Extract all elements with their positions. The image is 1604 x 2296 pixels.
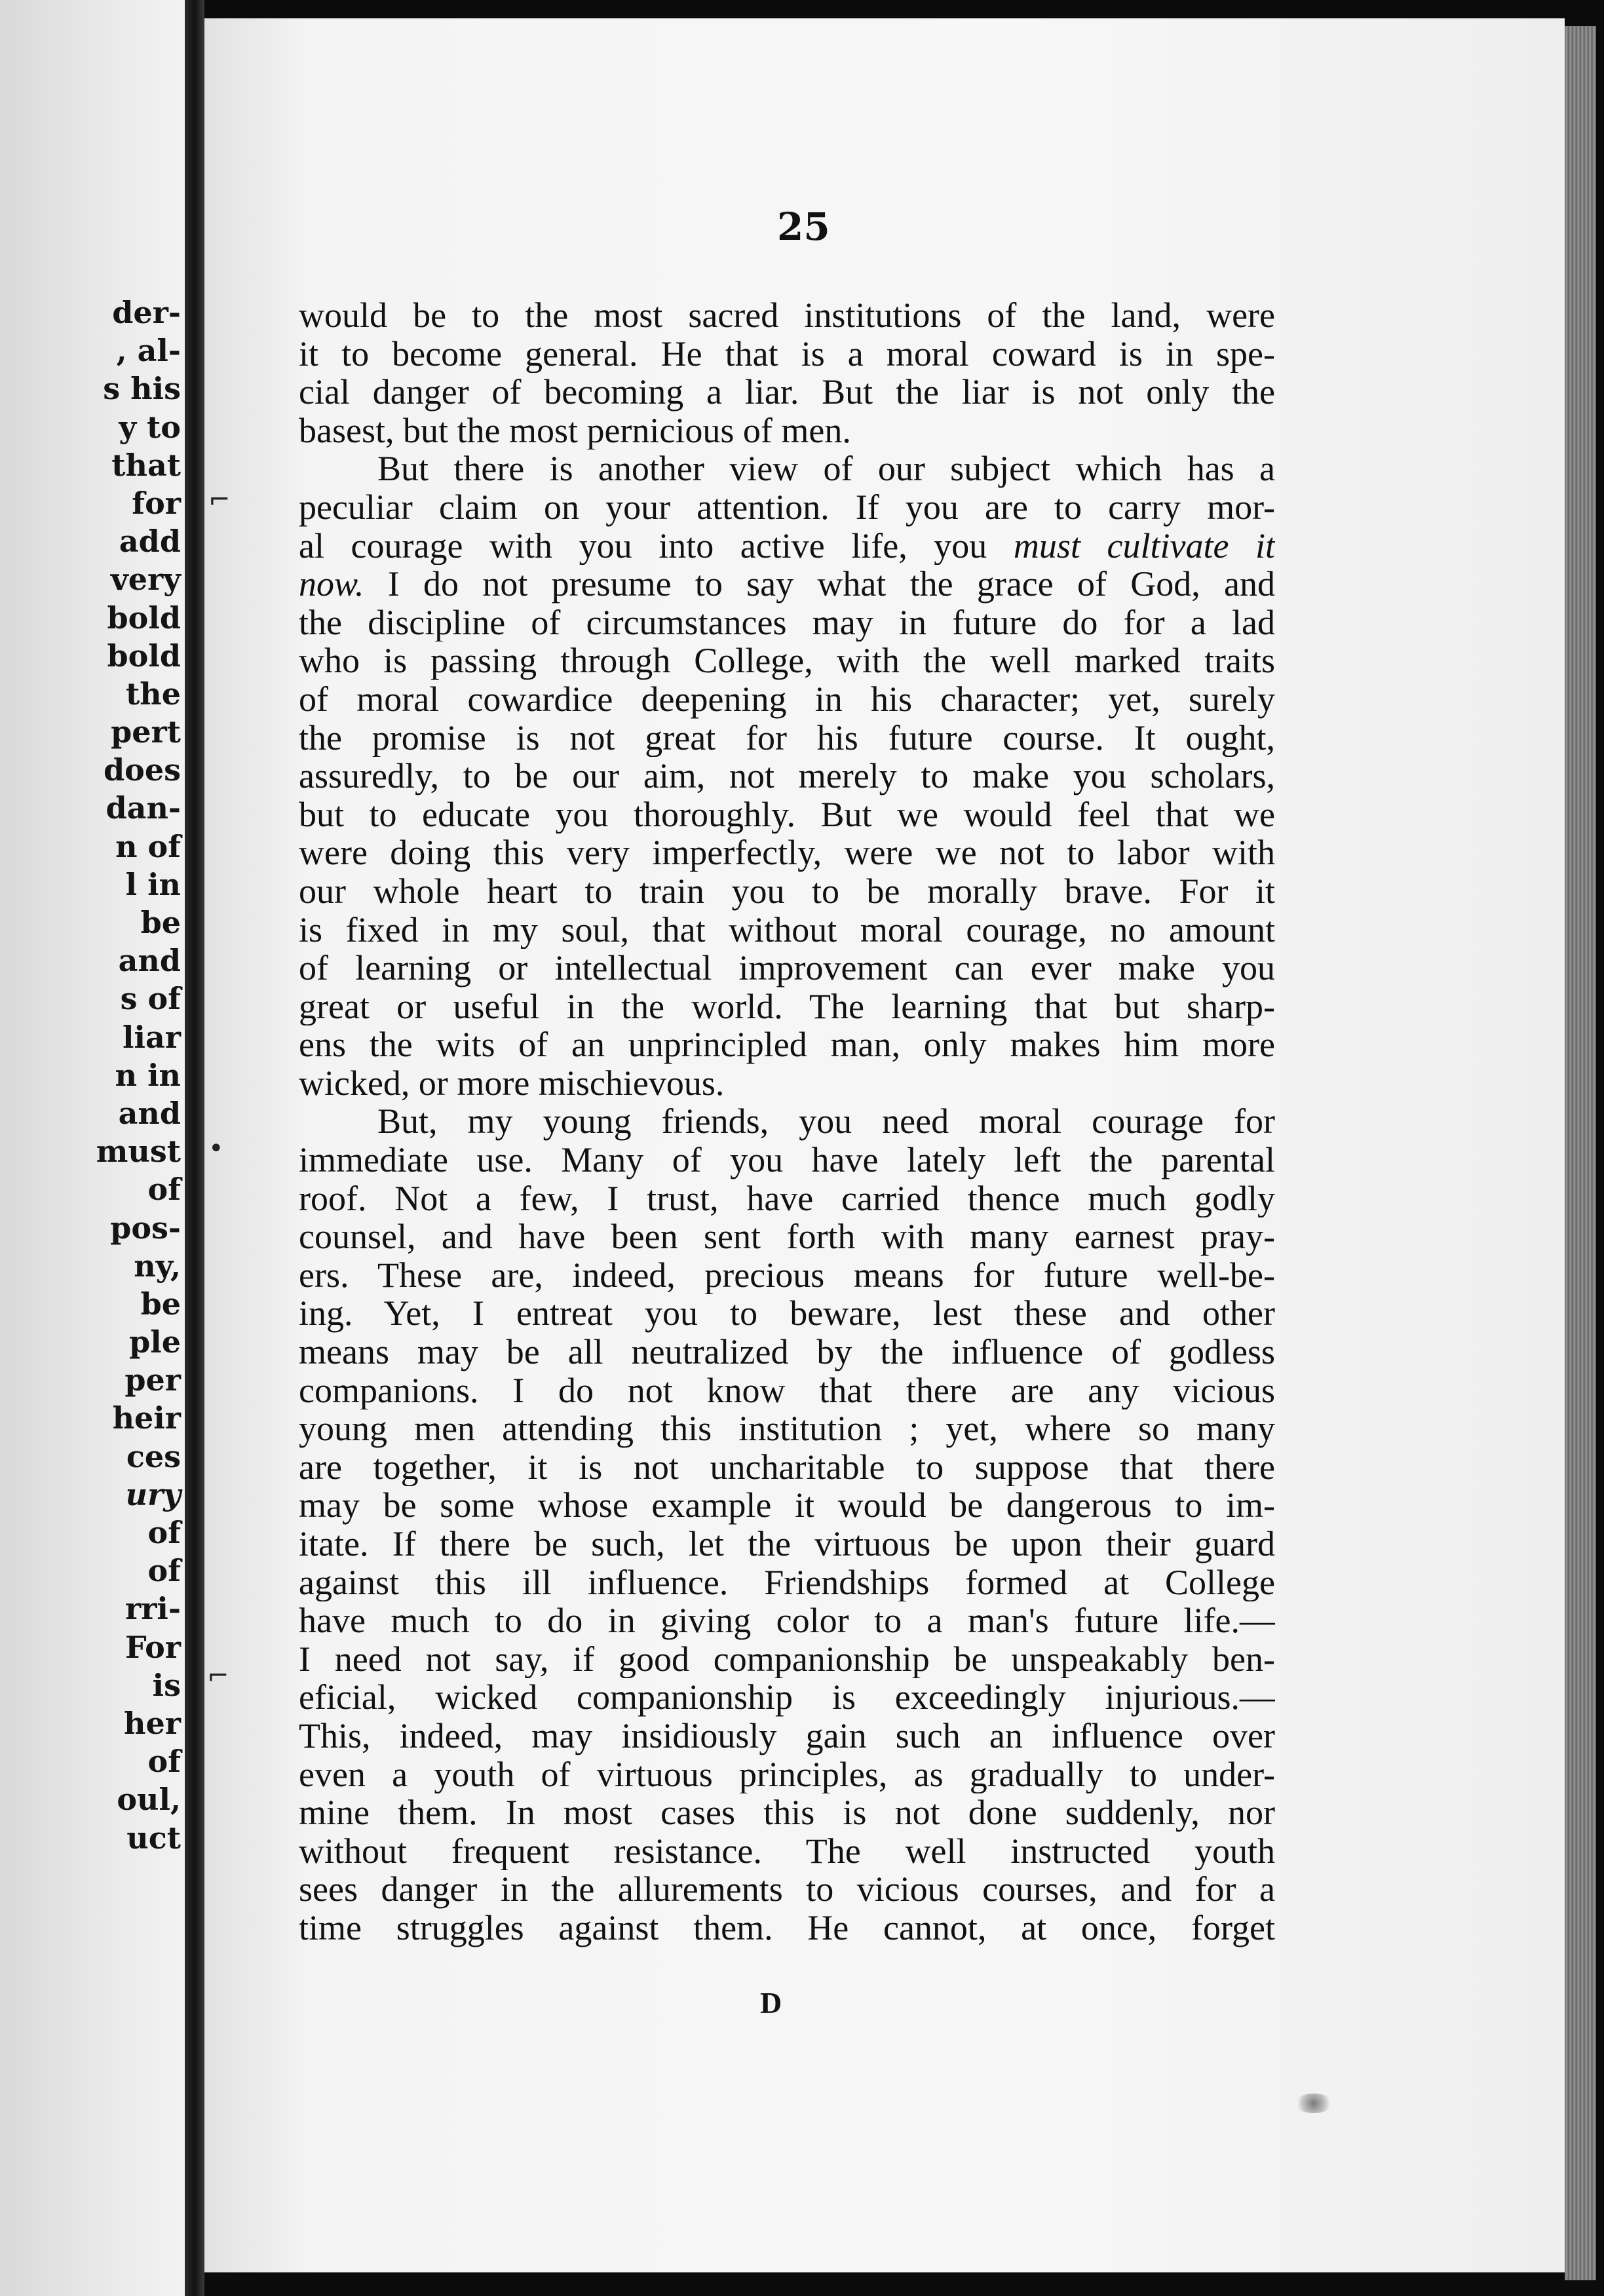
text-line: basest, but the most pernicious of men. [299, 411, 851, 450]
text-line: have much to do in giving color to a man's future life.— [299, 1601, 1275, 1640]
text-line [299, 527, 1275, 565]
text-line: But, my young friends, you need moral courage for [377, 1102, 1275, 1141]
previous-page-line: y to [119, 409, 181, 445]
text-line: means may be all neutralized by the influence of godless [299, 1333, 1275, 1371]
previous-page-line: , al- [116, 333, 181, 369]
text-line: ers. These are, indeed, precious means for future well-be- [299, 1255, 1275, 1295]
previous-page-line: add [119, 524, 181, 560]
text-line: counsel, and have been sent forth with many earnest pray- [299, 1217, 1275, 1256]
page-edge [1565, 26, 1596, 2280]
previous-page-line: bold [107, 638, 181, 674]
previous-page-line: the [126, 676, 181, 712]
previous-page-line: and [118, 943, 181, 979]
previous-page-line: oul, [117, 1782, 181, 1818]
text-line: great or useful in the world. The learning that but sharp- [299, 987, 1275, 1026]
text-line: without frequent resistance. The well instructed youth [299, 1831, 1275, 1871]
text-line: cial danger of becoming a liar. But the liar is not only the [299, 373, 1275, 411]
text-line: who is passing through College, with the well marked traits [299, 641, 1275, 680]
previous-page-text [10, 294, 181, 1857]
text-line: of learning or intellectual improvement can ever make you [299, 949, 1275, 987]
text-line: young men attending this institution ; yet, where so many [299, 1409, 1275, 1448]
text-line: itate. If there be such, let the virtuous be upon their guard [299, 1525, 1275, 1563]
text-line: ens the wits of an unprincipled man, only makes him more [299, 1025, 1275, 1064]
previous-page-line: rri- [124, 1591, 181, 1627]
text-line: ing. Yet, I entreat you to beware, lest these and other [299, 1294, 1275, 1333]
previous-page-line: ces [126, 1438, 181, 1474]
page-number: 25 [777, 204, 830, 249]
text-line: of moral cowardice deepening in his character; yet, surely [299, 679, 1275, 719]
text-line: peculiar claim on your attention. If you are to carry mor- [299, 488, 1275, 527]
text-line: are together, it is not uncharitable to suppose that there [299, 1447, 1275, 1487]
previous-page-line: s of [120, 981, 181, 1017]
text-line: But there is another view of our subject which has a [377, 450, 1275, 488]
previous-page-line: and [118, 1095, 181, 1131]
text-line: sees danger in the allurements to vicious courses, and for a [299, 1870, 1275, 1909]
emphasis: must cultivate it [1013, 526, 1275, 565]
previous-page-line: does [103, 752, 181, 788]
ink-smudge [1294, 2094, 1333, 2113]
previous-page-line: dan- [105, 790, 181, 826]
text-line: mine them. In most cases this is not done suddenly, nor [299, 1793, 1275, 1832]
text-line: the promise is not great for his future course. It ought, [299, 718, 1275, 757]
text-line: roof. Not a few, I trust, have carried thence much godly [299, 1179, 1275, 1218]
previous-page-line: per [124, 1362, 181, 1398]
page-body [299, 296, 1275, 1947]
previous-page-line: be [140, 1286, 181, 1322]
text-line: wicked, or more mischievous. [299, 1063, 725, 1103]
text-line: companions. I do not know that there are any vicious [299, 1371, 1275, 1410]
margin-mark: ⌐ [207, 1661, 229, 1691]
previous-page-line: n of [115, 828, 181, 864]
text-line: I need not say, if good companionship be unspeakably ben- [299, 1639, 1275, 1679]
previous-page-line: that [111, 447, 181, 483]
previous-page-line: For [124, 1629, 181, 1665]
previous-page-line: of [147, 1172, 181, 1208]
previous-page-line: ny, [134, 1248, 181, 1284]
previous-page-line: very [111, 562, 181, 598]
text-line: would be to the most sacred institutions of the land, were [299, 296, 1275, 335]
previous-page-line: of [147, 1744, 181, 1780]
previous-page-line: n in [115, 1057, 181, 1093]
text-line: immediate use. Many of you have lately left the parental [299, 1141, 1275, 1179]
previous-page-line: of [147, 1515, 181, 1550]
text-line: time struggles against them. He cannot, at once, forget [299, 1908, 1275, 1947]
text-line: were doing this very imperfectly, were we not to labor with [299, 833, 1275, 872]
emphasis: now. [299, 565, 364, 603]
previous-page-line: her [124, 1705, 181, 1741]
previous-page-line: ury [125, 1476, 181, 1512]
previous-page-fragment [0, 0, 185, 2296]
previous-page-line: be [140, 905, 181, 940]
previous-page-line: pert [111, 714, 181, 750]
margin-mark: ⌐ [208, 485, 231, 515]
previous-page-line: of [147, 1553, 181, 1589]
previous-page-line: ple [129, 1324, 181, 1360]
previous-page-line: is [152, 1667, 181, 1703]
text-line: against this ill influence. Friendships formed at College [299, 1563, 1275, 1602]
previous-page-line: uct [126, 1820, 181, 1856]
previous-page-line: der- [112, 295, 181, 330]
previous-page-line: s his [103, 371, 181, 407]
previous-page-line: pos- [110, 1210, 181, 1246]
signature-mark: D [760, 1986, 782, 2019]
previous-page-line: must [96, 1134, 181, 1170]
previous-page-line: bold [107, 600, 181, 636]
text-line: assuredly, to be our aim, not merely to make you scholars, [299, 757, 1275, 795]
margin-mark: • [208, 1134, 224, 1164]
text-line: even a youth of virtuous principles, as gradually to under- [299, 1755, 1275, 1794]
text-line: may be some whose example it would be dangerous to im- [299, 1486, 1275, 1525]
text-line: eficial, wicked companionship is exceedingly injurious.— [299, 1678, 1275, 1717]
text-line: This, indeed, may insidiously gain such an influence over [299, 1716, 1275, 1755]
line-text: al courage with you into active life, you [299, 526, 987, 565]
text-line: but to educate you thoroughly. But we would feel that we [299, 795, 1275, 834]
text-line: the discipline of circumstances may in future do for a lad [299, 603, 1275, 642]
line-text: I do not presume to say what the grace of God, and [364, 565, 1275, 603]
previous-page-line: liar [123, 1019, 181, 1055]
book-gutter [185, 0, 204, 2296]
text-line: it to become general. He that is a moral coward is in spe- [299, 334, 1275, 373]
previous-page-line: heir [112, 1400, 181, 1436]
previous-page-line: l in [125, 866, 181, 902]
text-line [299, 565, 1275, 603]
text-line: is fixed in my soul, that without moral courage, no amount [299, 910, 1275, 949]
previous-page-line: for [132, 485, 181, 521]
text-line: our whole heart to train you to be morally brave. For it [299, 871, 1275, 911]
